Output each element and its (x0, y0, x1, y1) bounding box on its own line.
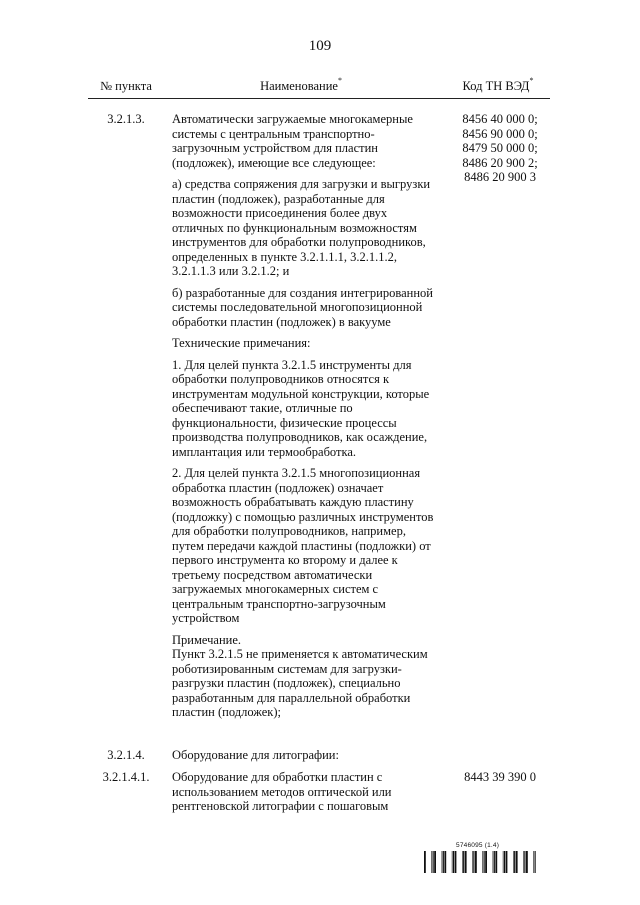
item-number: 3.2.1.3. (107, 112, 145, 126)
tnved-code: 8443 39 390 0 (464, 770, 536, 784)
technical-notes-heading: Технические примечания: (172, 336, 311, 350)
header-name-label: Наименование (260, 79, 338, 93)
note-text: Пункт 3.2.1.5 не применяется к автоматическим роботизированным системам для загрузки-разгрузки пластин (подложек), специально разработанным для параллельной обработки пластин (подложек); (172, 647, 428, 719)
tnved-code: 8486 20 900 2; (462, 155, 538, 170)
item-number: 3.2.1.4.1. (102, 770, 150, 784)
table-header (88, 72, 550, 99)
technical-note: 1. Для целей пункта 3.2.1.5 инструменты для обработки полупроводников относятся к инструментам модульной конструкции, которые обеспечивают такие, отличные по функциональности, физические процессы производства полупроводников, как осаждение, имплантация или термообработка. (172, 357, 430, 459)
item-codes (448, 112, 552, 185)
description-paragraph: а) средства сопряжения для загрузки и выгрузки пластин (подложек), разработанные для возможности присоединения более двух отличных по функциональным возможностям инструментов для обработки полупроводников, определенных в пункте 3.2.1.1.1, 3.2.1.1.2, 3.2.1.1.3 или 3.2.1.2; и (172, 177, 431, 278)
description-paragraph: б) разработанные для создания интегрированной системы последовательной многопозиционной обработки пластин (подложек) в вакууме (172, 285, 433, 329)
barcode-icon (424, 851, 536, 873)
tnved-code: 8456 40 000 0; (462, 112, 538, 126)
page-number: 109 (308, 38, 332, 54)
note-heading: Примечание. (172, 632, 242, 647)
description-paragraph: Оборудование для литографии: (172, 748, 339, 762)
header-name-footnote-mark: * (337, 76, 342, 85)
item-description (172, 748, 436, 770)
description-paragraph: Оборудование для обработки пластин с использованием методов оптической или рентгеновской литографии с пошаговым (172, 770, 392, 813)
header-code-label: Код ТН ВЭД (462, 79, 530, 93)
item-codes (448, 770, 552, 785)
header-name-column (168, 76, 434, 94)
item-description (172, 112, 436, 727)
item-number: 3.2.1.4. (107, 748, 145, 762)
technical-note: 2. Для целей пункта 3.2.1.5 многопозиционная обработка пластин (подложек) означает возможность обрабатывать каждую пластину (подложку) с помощью различных инструментов для обработки полупроводников, например, путем передачи каждой пластины (подложки) от первого инструмента ко второму и далее к третьему посредством автоматически загружаемых многокамерных систем с центральным транспортно-загрузочным устройством (172, 466, 434, 625)
item-description (172, 770, 436, 821)
tnved-code: 8479 50 000 0; (462, 141, 538, 155)
tnved-code: 8456 90 000 0; (462, 126, 538, 141)
header-code-footnote-mark: * (529, 76, 534, 85)
tnved-code: 8486 20 900 3 (464, 170, 536, 184)
barcode-label: 5746095 (1.4) (456, 842, 500, 849)
header-code-column (448, 76, 548, 94)
description-paragraph: Автоматически загружаемые многокамерные системы с центральным транспортно-загрузочным устройством для пластин (подложек), имеющие все следующее: (172, 112, 413, 170)
header-number-column: № пункта (100, 79, 152, 93)
